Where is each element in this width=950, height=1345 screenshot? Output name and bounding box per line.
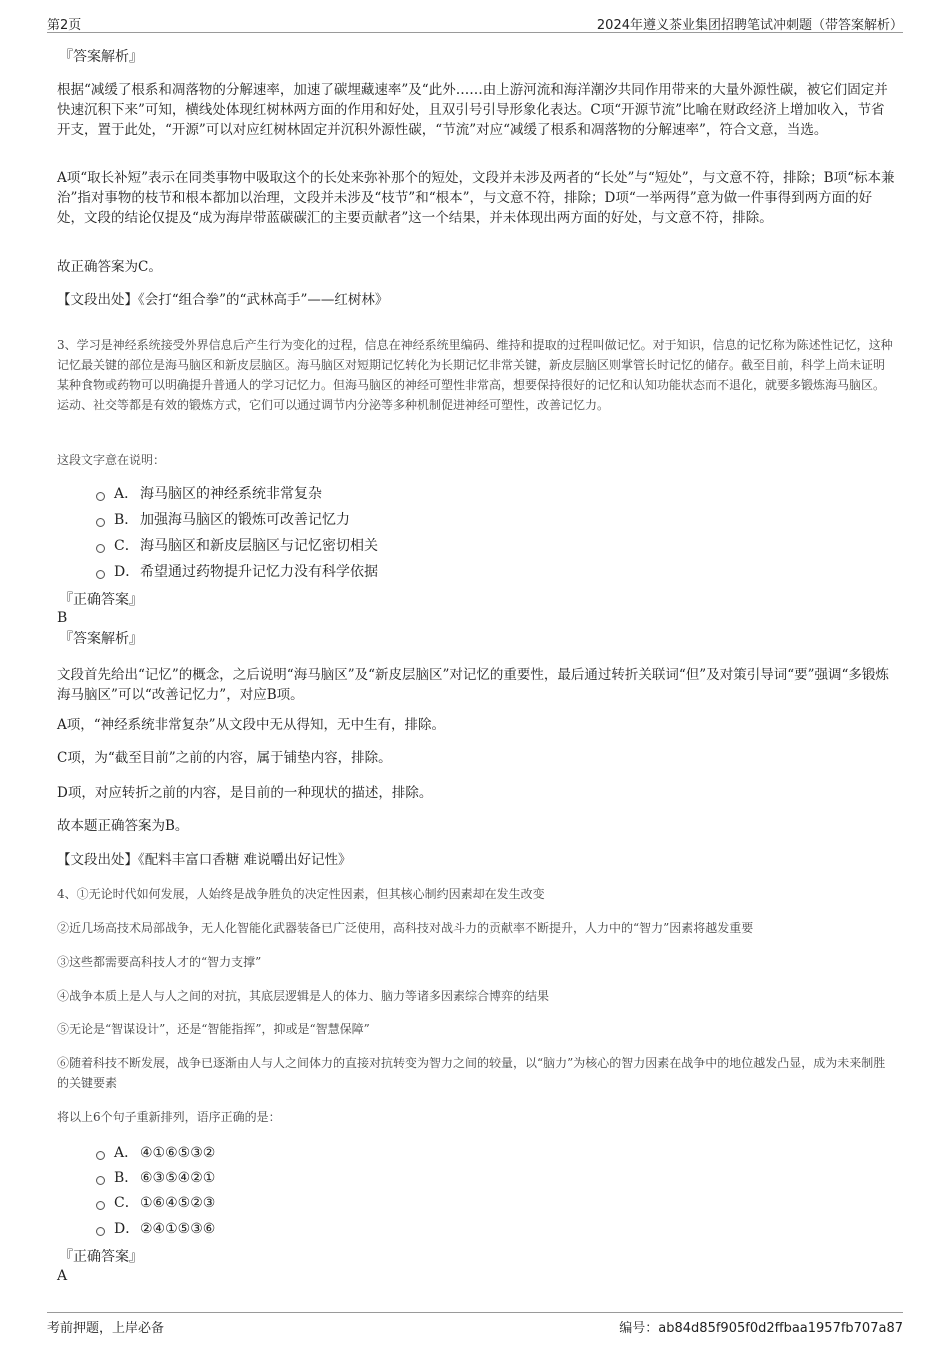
radio-icon[interactable] [96, 1227, 105, 1236]
radio-icon[interactable] [96, 570, 105, 579]
q4-answer: A [57, 1268, 68, 1284]
radio-icon[interactable] [96, 1201, 105, 1210]
q4-answer-label: 『正确答案』 [59, 1249, 143, 1265]
q3-source: 【文段出处】《配料丰富口香糖 难说嚼出好记性》 [57, 852, 352, 868]
q3-question: 这段文字意在说明： [57, 453, 166, 467]
q4-sentence-3: ③这些都需要高科技人才的“智力支撑” [57, 955, 262, 969]
q2-analysis-label: 『答案解析』 [59, 49, 143, 65]
q4-option-c[interactable]: C． ①⑥④⑤②③ [96, 1193, 215, 1213]
q4-option-a[interactable]: A． ④①⑥⑤③② [96, 1143, 215, 1163]
radio-icon[interactable] [96, 492, 105, 501]
document-id: 编号：ab84d85f905f0d2ffbaa1957fb707a87 [619, 1321, 903, 1336]
q3-answer-label: 『正确答案』 [59, 592, 143, 608]
radio-icon[interactable] [96, 544, 105, 553]
q3-stem: 3、学习是神经系统接受外界信息后产生行为变化的过程，信息在神经系统里编码、维持和提取的过程叫做记忆。对于知识，信息的记忆称为陈述性记忆，这种记忆最关键的部位是海马脑区和新皮层脑区。海马脑区对短期记忆转化为长期记忆非常关键，新皮层脑区则掌管长时记忆的储存。截至目前，科学上尚未证明某种食物或药物可以明确提升普通人的学习记忆力。但海马脑区的神经可塑性非常高，想要保持很好的记忆和认知功能状态而不退化，就要多锻炼海马脑区。运动、社交等都是有效的锻炼方式，它们可以通过调节内分泌等多种机制促进神经可塑性，改善记忆力。 [57, 338, 893, 412]
document-title: 2024年遵义茶业集团招聘笔试冲刺题（带答案解析） [596, 18, 903, 33]
q3-analysis-p4: D项，对应转折之前的内容，是目前的一种现状的描述，排除。 [57, 785, 433, 801]
q4-sentence-4: ④战争本质上是人与人之间的对抗，其底层逻辑是人的体力、脑力等诸多因素综合博弈的结果 [57, 989, 550, 1003]
q2-analysis-p2: A项“取长补短”表示在同类事物中吸取这个的长处来弥补那个的短处，文段并未涉及两者的“长处”与“短处”，与文意不符，排除；B项“标本兼治”指对事物的枝节和根本都加以治理，文段并未涉及“枝节”和“根本”，与文意不符，排除；D项“一举两得”意为做一件事得到两方面的好处，文段的结论仅提及“成为海岸带蓝碳碳汇的主要贡献者”这一个结果，并未体现出两方面的好处，与文意不符，排除。 [57, 170, 895, 226]
q4-question: 将以上6个句子重新排列，语序正确的是： [57, 1110, 281, 1124]
q3-option-a[interactable]: A． 海马脑区的神经系统非常复杂 [96, 484, 322, 504]
page-number: 第2页 [47, 18, 82, 33]
q4-option-b[interactable]: B． ⑥③⑤④②① [96, 1168, 215, 1188]
q2-analysis-p1: 根据“减缓了根系和凋落物的分解速率，加速了碳埋藏速率”及“此外……由上游河流和海洋潮汐共同作用带来的大量外源性碳，被它们固定并快速沉积下来”可知，横线处体现红树林两方面的作用和好处，且双引号引导形象化表达。C项“开源节流”比喻在财政经济上增加收入，节省开支，置于此处，“开源”可以对应红树林固定并沉积外源性碳，“节流”对应“减缓了根系和凋落物的分解速率”，符合文意，当选。 [57, 82, 888, 138]
page-header [47, 12, 903, 33]
q3-analysis-p2: A项，“神经系统非常复杂”从文段中无从得知，无中生有，排除。 [57, 717, 446, 733]
q3-answer: B [57, 610, 68, 626]
q3-analysis-label: 『答案解析』 [59, 631, 143, 647]
q4-sentence-1: 4、①无论时代如何发展，人始终是战争胜负的决定性因素，但其核心制约因素却在发生改变 [57, 887, 545, 901]
q3-analysis-p1: 文段首先给出“记忆”的概念，之后说明“海马脑区”及“新皮层脑区”对记忆的重要性，最后通过转折关联词“但”及对策引导词“要”强调“多锻炼海马脑区”可以“改善记忆力”，对应B项。 [57, 667, 889, 703]
radio-icon[interactable] [96, 1176, 105, 1185]
q4-option-d[interactable]: D． ②④①⑤③⑥ [96, 1219, 215, 1239]
q4-sentence-5: ⑤无论是“智谋设计”，还是“智能指挥”，抑或是“智慧保障” [57, 1022, 370, 1036]
page-footer [47, 1312, 903, 1337]
footer-slogan: 考前押题，上岸必备 [47, 1321, 165, 1336]
q2-source: 【文段出处】《会打“组合拳”的“武林高手”——红树林》 [57, 292, 389, 308]
q3-option-d[interactable]: D． 希望通过药物提升记忆力没有科学依据 [96, 562, 378, 582]
q3-option-c[interactable]: C． 海马脑区和新皮层脑区与记忆密切相关 [96, 536, 378, 556]
radio-icon[interactable] [96, 518, 105, 527]
q3-option-b[interactable]: B． 加强海马脑区的锻炼可改善记忆力 [96, 510, 350, 530]
q4-sentence-6: ⑥随着科技不断发展，战争已逐渐由人与人之间体力的直接对抗转变为智力之间的较量，以“脑力”为核心的智力因素在战争中的地位越发凸显，成为未来制胜的关键要素 [57, 1056, 886, 1090]
q2-analysis-p3: 故正确答案为C。 [57, 259, 162, 275]
q3-analysis-p3: C项，为“截至目前”之前的内容，属于铺垫内容，排除。 [57, 750, 392, 766]
radio-icon[interactable] [96, 1151, 105, 1160]
q4-sentence-2: ②近几场高技术局部战争，无人化智能化武器装备已广泛使用，高科技对战斗力的贡献率不断提升，人力中的“智力”因素将越发重要 [57, 921, 754, 935]
q3-analysis-p5: 故本题正确答案为B。 [57, 818, 189, 834]
